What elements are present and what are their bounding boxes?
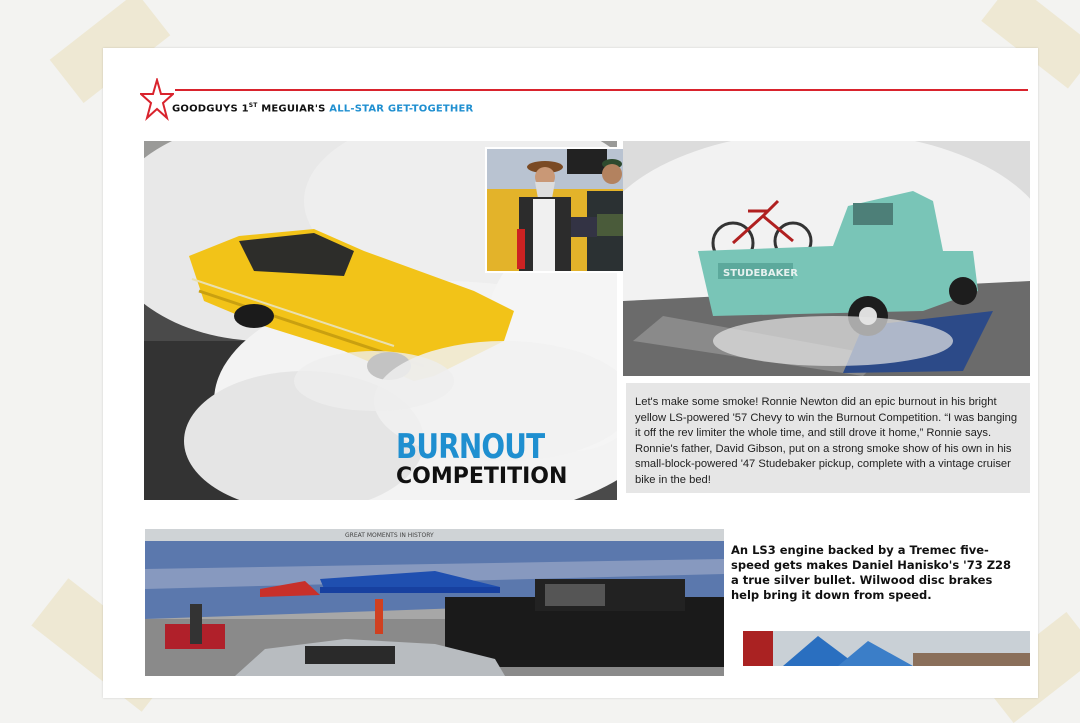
stadium-banner: GREAT MOMENTS IN HISTORY <box>345 532 434 539</box>
feature-title-line1: BURNOUT <box>396 427 545 467</box>
z28-caption: An LS3 engine backed by a Tremec five-speed gets makes Daniel Hanisko's '73 Z28 a true silver bullet. Wilwood disc brakes help bring it down from speed. <box>731 543 1012 602</box>
tailgate-lettering: STUDEBAKER <box>723 268 798 279</box>
header-highlight: ALL-STAR GET-TOGETHER <box>329 103 474 115</box>
feature-title-line2: COMPETITION <box>396 464 568 489</box>
feature-title <box>396 427 577 489</box>
header-prefix: GOODGUYS 1 <box>172 103 249 115</box>
star-icon <box>140 78 174 124</box>
section-header <box>172 102 473 114</box>
photo-studebaker-pickup <box>623 141 1030 376</box>
header-rule <box>175 89 1028 91</box>
burnout-caption: Let's make some smoke! Ronnie Newton did an epic burnout in his bright yellow LS-powered '57 Chevy to win the Burnout Competition. “I was banging it off the rev limiter the whole time, and still drove it home,” Ronnie says. Ronnie's father, David Gibson, put on a strong smoke show of his own in his small-block-powered '47 Studebaker pickup, complete with a vintage cruiser bike in the bed! <box>626 383 1030 493</box>
photo-stadium-car-show <box>145 529 724 676</box>
photo-vendor-strip <box>743 631 1030 666</box>
header-middle: MEGUIAR'S <box>257 103 330 115</box>
header-superscript: ST <box>248 102 258 109</box>
